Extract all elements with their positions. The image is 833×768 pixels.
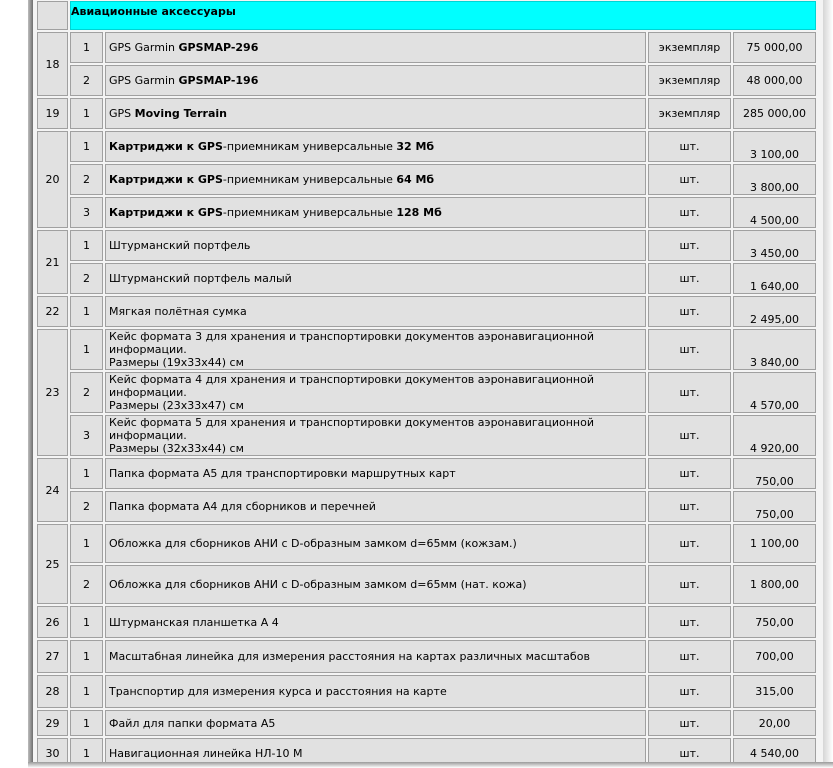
section-title: Авиационные аксессуары bbox=[70, 1, 816, 30]
item-price: 4 570,00 bbox=[733, 372, 816, 413]
item-name-line: Кейс формата 4 для хранения и транспортировки документов аэронавигационной информации. bbox=[109, 373, 594, 399]
item-price: 3 840,00 bbox=[733, 329, 816, 370]
item-price: 48 000,00 bbox=[733, 65, 816, 96]
item-name-part: -приемникам универсальные bbox=[222, 173, 397, 186]
item-name: Штурманская планшетка А 4 bbox=[105, 606, 646, 638]
item-unit: шт. bbox=[648, 738, 731, 762]
item-unit: шт. bbox=[648, 263, 731, 294]
table-row bbox=[37, 640, 816, 673]
item-name-part-bold: GPSMAP-296 bbox=[178, 41, 259, 54]
item-name: Штурманский портфель малый bbox=[105, 263, 646, 294]
group-number: 30 bbox=[37, 738, 68, 762]
item-name-line: Размеры (32х33х44) см bbox=[109, 442, 244, 455]
item-name-part: -приемникам универсальные bbox=[222, 140, 397, 153]
item-unit: экземпляр bbox=[648, 98, 731, 129]
item-name: Файл для папки формата А5 bbox=[105, 710, 646, 736]
frame-bottom-edge bbox=[28, 762, 833, 768]
item-price: 1 800,00 bbox=[733, 565, 816, 604]
table-row bbox=[37, 524, 816, 563]
group-number: 29 bbox=[37, 710, 68, 736]
item-price: 3 450,00 bbox=[733, 230, 816, 261]
item-unit: шт. bbox=[648, 415, 731, 456]
item-name bbox=[105, 415, 646, 456]
item-number: 1 bbox=[70, 738, 103, 762]
item-number: 1 bbox=[70, 675, 103, 708]
item-name bbox=[105, 98, 646, 129]
item-number: 2 bbox=[70, 65, 103, 96]
table-row bbox=[37, 263, 816, 294]
item-price: 4 920,00 bbox=[733, 415, 816, 456]
table-row bbox=[37, 738, 816, 762]
item-unit: шт. bbox=[648, 164, 731, 195]
item-price: 750,00 bbox=[733, 491, 816, 522]
item-number: 1 bbox=[70, 606, 103, 638]
item-name: Обложка для сборников АНИ с D-образным замком d=65мм (кожзам.) bbox=[105, 524, 646, 563]
item-name bbox=[105, 131, 646, 162]
item-number: 1 bbox=[70, 32, 103, 63]
item-price: 750,00 bbox=[733, 606, 816, 638]
table-row bbox=[37, 230, 816, 261]
table-row bbox=[37, 329, 816, 370]
item-price: 285 000,00 bbox=[733, 98, 816, 129]
item-name: Штурманский портфель bbox=[105, 230, 646, 261]
item-number: 1 bbox=[70, 524, 103, 563]
item-unit: шт. bbox=[648, 491, 731, 522]
item-name-part-bold: GPSMAP-196 bbox=[178, 74, 259, 87]
group-number: 25 bbox=[37, 524, 68, 604]
item-name-part-bold: Картриджи к GPS bbox=[109, 206, 223, 219]
item-name-line: Кейс формата 3 для хранения и транспортировки документов аэронавигационной информации. bbox=[109, 330, 594, 356]
table-row bbox=[37, 197, 816, 228]
item-unit: шт. bbox=[648, 710, 731, 736]
item-price: 700,00 bbox=[733, 640, 816, 673]
item-number: 1 bbox=[70, 710, 103, 736]
item-unit: экземпляр bbox=[648, 32, 731, 63]
item-unit: шт. bbox=[648, 524, 731, 563]
item-name-part: GPS Garmin bbox=[109, 41, 179, 54]
item-number: 2 bbox=[70, 491, 103, 522]
item-price: 1 640,00 bbox=[733, 263, 816, 294]
item-price: 75 000,00 bbox=[733, 32, 816, 63]
table-row bbox=[37, 565, 816, 604]
item-price: 750,00 bbox=[733, 458, 816, 489]
item-unit: шт. bbox=[648, 230, 731, 261]
item-number: 1 bbox=[70, 296, 103, 327]
item-name bbox=[105, 65, 646, 96]
item-price: 4 500,00 bbox=[733, 197, 816, 228]
item-name-part-bold: 128 Мб bbox=[396, 206, 442, 219]
table-row bbox=[37, 372, 816, 413]
item-name-part: GPS bbox=[109, 107, 135, 120]
group-number: 24 bbox=[37, 458, 68, 522]
item-number: 2 bbox=[70, 164, 103, 195]
item-unit: шт. bbox=[648, 296, 731, 327]
table-row bbox=[37, 710, 816, 736]
item-name-part-bold: Картриджи к GPS bbox=[109, 173, 223, 186]
frame-shadow-right bbox=[823, 0, 833, 768]
group-number: 18 bbox=[37, 32, 68, 96]
item-name: Транспортир для измерения курса и расстояния на карте bbox=[105, 675, 646, 708]
item-name: Папка формата А4 для сборников и перечней bbox=[105, 491, 646, 522]
item-unit: шт. bbox=[648, 197, 731, 228]
item-number: 2 bbox=[70, 372, 103, 413]
page-margin-left bbox=[0, 0, 31, 768]
item-price: 3 800,00 bbox=[733, 164, 816, 195]
item-number: 2 bbox=[70, 263, 103, 294]
item-name: Мягкая полётная сумка bbox=[105, 296, 646, 327]
item-name bbox=[105, 32, 646, 63]
group-number: 23 bbox=[37, 329, 68, 456]
item-unit: шт. bbox=[648, 329, 731, 370]
table-row bbox=[37, 415, 816, 456]
group-number: 27 bbox=[37, 640, 68, 673]
item-name bbox=[105, 164, 646, 195]
group-number: 22 bbox=[37, 296, 68, 327]
table-row bbox=[37, 131, 816, 162]
item-name: Масштабная линейка для измерения расстояния на картах различных масштабов bbox=[105, 640, 646, 673]
item-name-part-bold: 32 Мб bbox=[396, 140, 435, 153]
group-number: 20 bbox=[37, 131, 68, 228]
item-name-part: GPS Garmin bbox=[109, 74, 179, 87]
item-number: 1 bbox=[70, 98, 103, 129]
item-name-line: Размеры (23х33х47) см bbox=[109, 399, 244, 412]
item-number: 1 bbox=[70, 458, 103, 489]
item-name-part-bold: Картриджи к GPS bbox=[109, 140, 223, 153]
price-list-frame bbox=[33, 0, 824, 762]
item-name bbox=[105, 372, 646, 413]
item-number: 1 bbox=[70, 640, 103, 673]
item-name bbox=[105, 197, 646, 228]
price-table bbox=[35, 0, 818, 762]
table-row bbox=[37, 458, 816, 489]
group-number: 21 bbox=[37, 230, 68, 294]
item-price: 315,00 bbox=[733, 675, 816, 708]
item-price: 20,00 bbox=[733, 710, 816, 736]
section-group-cell bbox=[37, 1, 68, 30]
table-row bbox=[37, 491, 816, 522]
item-price: 3 100,00 bbox=[733, 131, 816, 162]
item-unit: шт. bbox=[648, 372, 731, 413]
item-unit: шт. bbox=[648, 640, 731, 673]
table-row bbox=[37, 98, 816, 129]
item-unit: шт. bbox=[648, 675, 731, 708]
item-number: 1 bbox=[70, 131, 103, 162]
item-number: 3 bbox=[70, 415, 103, 456]
item-name-part: -приемникам универсальные bbox=[222, 206, 397, 219]
item-unit: шт. bbox=[648, 606, 731, 638]
group-number: 19 bbox=[37, 98, 68, 129]
item-name-part-bold: 64 Мб bbox=[396, 173, 435, 186]
item-unit: шт. bbox=[648, 131, 731, 162]
table-row bbox=[37, 65, 816, 96]
item-name: Навигационная линейка НЛ-10 М bbox=[105, 738, 646, 762]
item-name-line: Кейс формата 5 для хранения и транспортировки документов аэронавигационной информации. bbox=[109, 416, 594, 442]
item-number: 2 bbox=[70, 565, 103, 604]
item-price: 4 540,00 bbox=[733, 738, 816, 762]
item-unit: шт. bbox=[648, 565, 731, 604]
item-unit: шт. bbox=[648, 458, 731, 489]
item-number: 3 bbox=[70, 197, 103, 228]
group-number: 28 bbox=[37, 675, 68, 708]
item-number: 1 bbox=[70, 230, 103, 261]
item-price: 2 495,00 bbox=[733, 296, 816, 327]
item-number: 1 bbox=[70, 329, 103, 370]
table-row bbox=[37, 606, 816, 638]
table-row bbox=[37, 296, 816, 327]
section-header-row bbox=[37, 1, 816, 30]
item-name: Обложка для сборников АНИ с D-образным замком d=65мм (нат. кожа) bbox=[105, 565, 646, 604]
group-number: 26 bbox=[37, 606, 68, 638]
item-price: 1 100,00 bbox=[733, 524, 816, 563]
item-name bbox=[105, 329, 646, 370]
table-row bbox=[37, 675, 816, 708]
item-name: Папка формата А5 для транспортировки маршрутных карт bbox=[105, 458, 646, 489]
table-row bbox=[37, 32, 816, 63]
item-name-part-bold: Moving Terrain bbox=[134, 107, 227, 120]
item-unit: экземпляр bbox=[648, 65, 731, 96]
table-row bbox=[37, 164, 816, 195]
item-name-line: Размеры (19х33х44) см bbox=[109, 356, 244, 369]
